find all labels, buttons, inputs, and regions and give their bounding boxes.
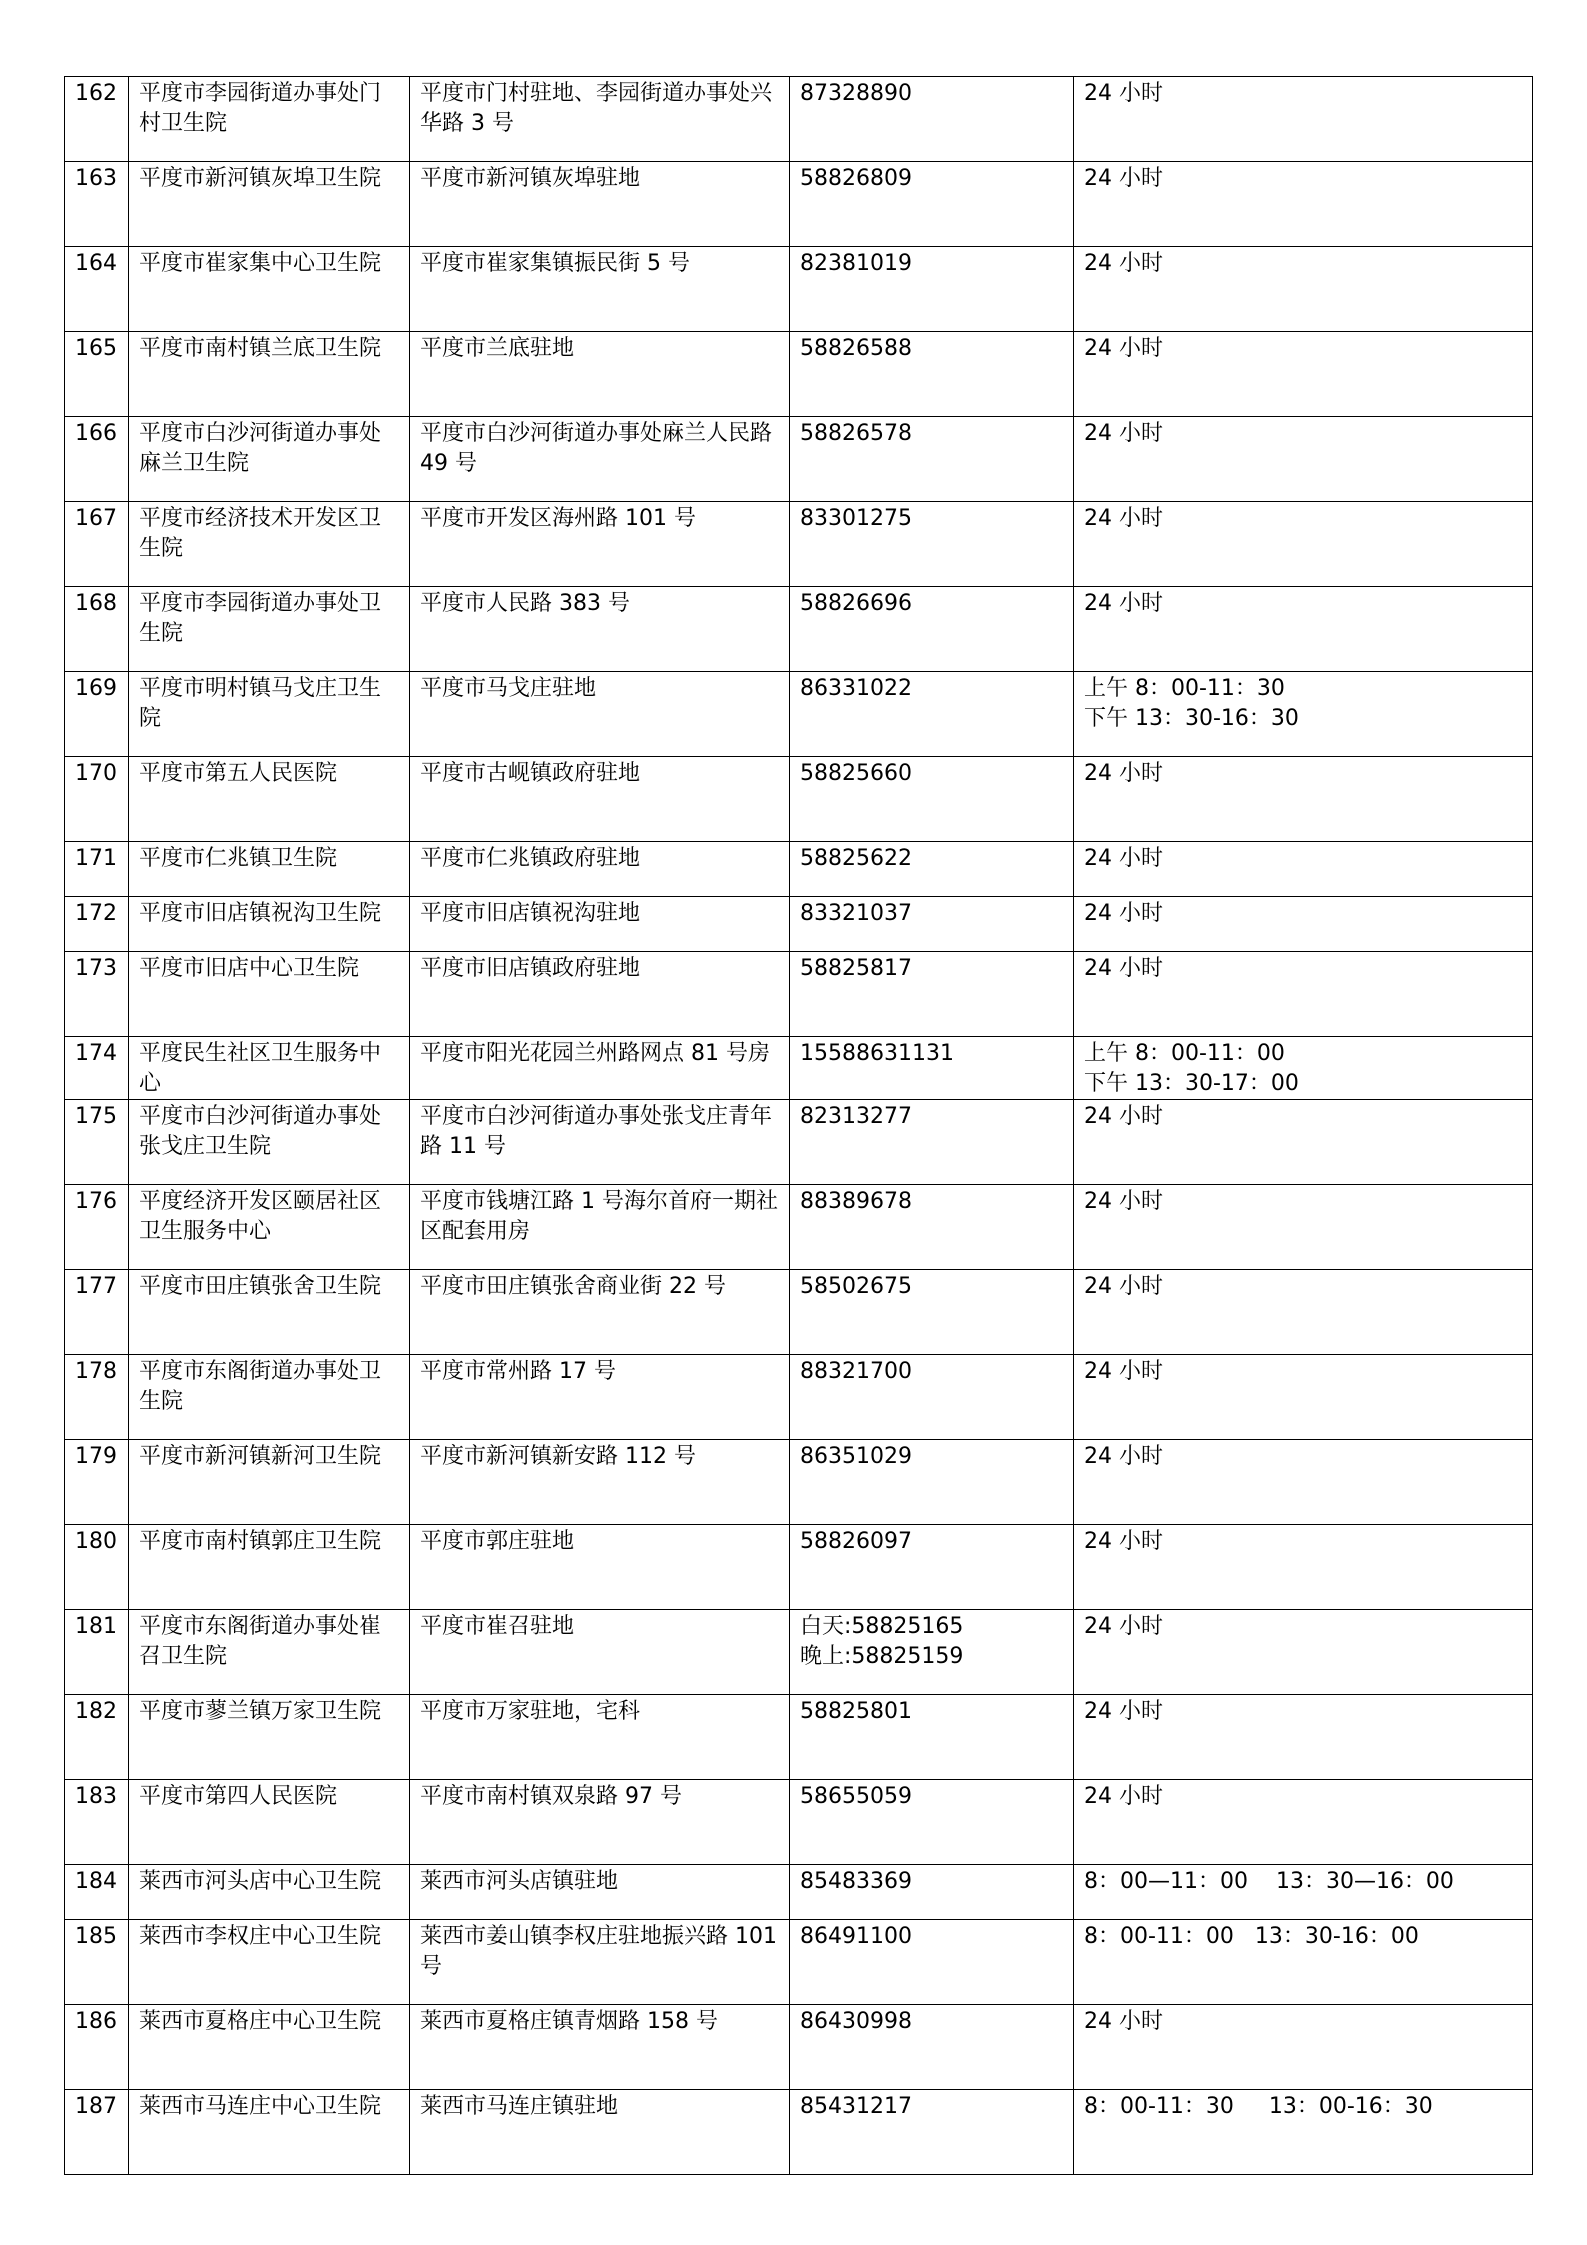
facility-name: 平度市白沙河街道办事处麻兰卫生院: [129, 417, 410, 502]
facility-address: 平度市新河镇灰埠驻地: [410, 162, 790, 247]
facility-phone: 86430998: [790, 2005, 1074, 2090]
service-hours: 8：00-11：00 13：30-16：00: [1074, 1920, 1533, 2005]
row-number: 187: [65, 2090, 129, 2175]
facility-name: 平度市东阁街道办事处卫生院: [129, 1355, 410, 1440]
facility-address: 平度市兰底驻地: [410, 332, 790, 417]
table-row: [65, 897, 1533, 952]
facility-name: 平度市第四人民医院: [129, 1780, 410, 1865]
facility-name: 平度市白沙河街道办事处张戈庄卫生院: [129, 1100, 410, 1185]
facility-phone: 82381019: [790, 247, 1074, 332]
facility-phone: 85483369: [790, 1865, 1074, 1920]
service-hours: 24 小时: [1074, 1100, 1533, 1185]
facility-name: 平度市南村镇兰底卫生院: [129, 332, 410, 417]
row-number: 171: [65, 842, 129, 897]
facility-phone: 白天:58825165 晚上:58825159: [790, 1610, 1074, 1695]
facility-name: 平度市第五人民医院: [129, 757, 410, 842]
facility-name: 平度市崔家集中心卫生院: [129, 247, 410, 332]
facility-phone: 88389678: [790, 1185, 1074, 1270]
table-row: [65, 1695, 1533, 1780]
service-hours: 24 小时: [1074, 757, 1533, 842]
service-hours: 24 小时: [1074, 1780, 1533, 1865]
table-row: [65, 1865, 1533, 1920]
facility-address: 平度市崔家集镇振民街 5 号: [410, 247, 790, 332]
service-hours: 24 小时: [1074, 502, 1533, 587]
facility-name: 平度市东阁街道办事处崔召卫生院: [129, 1610, 410, 1695]
facility-address: 平度市开发区海州路 101 号: [410, 502, 790, 587]
facility-address: 莱西市河头店镇驻地: [410, 1865, 790, 1920]
row-number: 176: [65, 1185, 129, 1270]
service-hours: 24 小时: [1074, 1355, 1533, 1440]
facility-name: 平度市旧店中心卫生院: [129, 952, 410, 1037]
row-number: 180: [65, 1525, 129, 1610]
row-number: 184: [65, 1865, 129, 1920]
facility-address: 平度市田庄镇张舍商业街 22 号: [410, 1270, 790, 1355]
service-hours: 24 小时: [1074, 417, 1533, 502]
table-row: [65, 1610, 1533, 1695]
facility-address: 平度市马戈庄驻地: [410, 672, 790, 757]
service-hours: 24 小时: [1074, 2005, 1533, 2090]
facility-address: 平度市旧店镇祝沟驻地: [410, 897, 790, 952]
row-number: 170: [65, 757, 129, 842]
facility-phone: 58826809: [790, 162, 1074, 247]
service-hours: 24 小时: [1074, 1610, 1533, 1695]
service-hours: 24 小时: [1074, 1440, 1533, 1525]
facility-name: 平度经济开发区颐居社区卫生服务中心: [129, 1185, 410, 1270]
row-number: 173: [65, 952, 129, 1037]
facility-phone: 58655059: [790, 1780, 1074, 1865]
facility-name: 平度市李园街道办事处卫生院: [129, 587, 410, 672]
service-hours: 24 小时: [1074, 897, 1533, 952]
table-row: [65, 1525, 1533, 1610]
facility-address: 平度市白沙河街道办事处张戈庄青年路 11 号: [410, 1100, 790, 1185]
service-hours: 24 小时: [1074, 162, 1533, 247]
table-row: [65, 162, 1533, 247]
row-number: 181: [65, 1610, 129, 1695]
facility-phone: 83301275: [790, 502, 1074, 587]
row-number: 169: [65, 672, 129, 757]
table-row: [65, 1037, 1533, 1100]
table-row: [65, 1185, 1533, 1270]
table-row: [65, 757, 1533, 842]
row-number: 168: [65, 587, 129, 672]
facility-name: 莱西市李权庄中心卫生院: [129, 1920, 410, 2005]
service-hours: 上午 8：00-11：30 下午 13：30-16：30: [1074, 672, 1533, 757]
table-row: [65, 2090, 1533, 2175]
facility-address: 平度市郭庄驻地: [410, 1525, 790, 1610]
facility-address: 莱西市夏格庄镇青烟路 158 号: [410, 2005, 790, 2090]
table-row: [65, 2005, 1533, 2090]
table-row: [65, 1780, 1533, 1865]
service-hours: 8：00—11：00 13：30—16：00: [1074, 1865, 1533, 1920]
facility-name: 平度民生社区卫生服务中心: [129, 1037, 410, 1100]
service-hours: 24 小时: [1074, 247, 1533, 332]
facility-name: 平度市明村镇马戈庄卫生院: [129, 672, 410, 757]
facility-address: 平度市钱塘江路 1 号海尔首府一期社区配套用房: [410, 1185, 790, 1270]
row-number: 178: [65, 1355, 129, 1440]
facility-name: 平度市旧店镇祝沟卫生院: [129, 897, 410, 952]
service-hours: 8：00-11：30 13：00-16：30: [1074, 2090, 1533, 2175]
table-row: [65, 417, 1533, 502]
facility-name: 平度市南村镇郭庄卫生院: [129, 1525, 410, 1610]
service-hours: 24 小时: [1074, 587, 1533, 672]
table-row: [65, 952, 1533, 1037]
facility-phone: 86331022: [790, 672, 1074, 757]
row-number: 162: [65, 77, 129, 162]
facility-address: 平度市仁兆镇政府驻地: [410, 842, 790, 897]
facility-phone: 15588631131: [790, 1037, 1074, 1100]
service-hours: 24 小时: [1074, 1525, 1533, 1610]
facility-phone: 58826578: [790, 417, 1074, 502]
service-hours: 24 小时: [1074, 77, 1533, 162]
facility-name: 平度市蓼兰镇万家卫生院: [129, 1695, 410, 1780]
facility-phone: 86351029: [790, 1440, 1074, 1525]
row-number: 179: [65, 1440, 129, 1525]
table-row: [65, 842, 1533, 897]
facility-phone: 85431217: [790, 2090, 1074, 2175]
facility-name: 平度市田庄镇张舍卫生院: [129, 1270, 410, 1355]
facility-name: 平度市新河镇灰埠卫生院: [129, 162, 410, 247]
facility-phone: 82313277: [790, 1100, 1074, 1185]
row-number: 165: [65, 332, 129, 417]
service-hours: 24 小时: [1074, 1185, 1533, 1270]
table-row: [65, 1270, 1533, 1355]
row-number: 166: [65, 417, 129, 502]
table-row: [65, 502, 1533, 587]
row-number: 183: [65, 1780, 129, 1865]
facility-address: 平度市白沙河街道办事处麻兰人民路 49 号: [410, 417, 790, 502]
facility-name: 莱西市马连庄中心卫生院: [129, 2090, 410, 2175]
row-number: 177: [65, 1270, 129, 1355]
facility-phone: 83321037: [790, 897, 1074, 952]
row-number: 186: [65, 2005, 129, 2090]
facility-address: 平度市南村镇双泉路 97 号: [410, 1780, 790, 1865]
service-hours: 24 小时: [1074, 1270, 1533, 1355]
row-number: 185: [65, 1920, 129, 2005]
table-row: [65, 1100, 1533, 1185]
row-number: 182: [65, 1695, 129, 1780]
health-center-table: [64, 76, 1533, 2175]
table-body: [65, 77, 1533, 2175]
facility-phone: 58826588: [790, 332, 1074, 417]
facility-address: 平度市古岘镇政府驻地: [410, 757, 790, 842]
facility-address: 平度市人民路 383 号: [410, 587, 790, 672]
facility-phone: 58826097: [790, 1525, 1074, 1610]
table-row: [65, 77, 1533, 162]
facility-phone: 88321700: [790, 1355, 1074, 1440]
facility-address: 平度市常州路 17 号: [410, 1355, 790, 1440]
facility-address: 平度市阳光花园兰州路网点 81 号房: [410, 1037, 790, 1100]
facility-name: 平度市新河镇新河卫生院: [129, 1440, 410, 1525]
facility-address: 平度市旧店镇政府驻地: [410, 952, 790, 1037]
service-hours: 24 小时: [1074, 842, 1533, 897]
facility-address: 平度市万家驻地，宅科: [410, 1695, 790, 1780]
facility-name: 平度市李园街道办事处门村卫生院: [129, 77, 410, 162]
facility-name: 平度市经济技术开发区卫生院: [129, 502, 410, 587]
facility-phone: 58502675: [790, 1270, 1074, 1355]
table-row: [65, 332, 1533, 417]
table-row: [65, 247, 1533, 332]
facility-phone: 58825660: [790, 757, 1074, 842]
service-hours: 24 小时: [1074, 332, 1533, 417]
table-row: [65, 672, 1533, 757]
facility-address: 莱西市姜山镇李权庄驻地振兴路 101 号: [410, 1920, 790, 2005]
row-number: 163: [65, 162, 129, 247]
facility-phone: 58825622: [790, 842, 1074, 897]
row-number: 172: [65, 897, 129, 952]
row-number: 164: [65, 247, 129, 332]
row-number: 167: [65, 502, 129, 587]
facility-address: 莱西市马连庄镇驻地: [410, 2090, 790, 2175]
facility-name: 莱西市河头店中心卫生院: [129, 1865, 410, 1920]
service-hours: 24 小时: [1074, 952, 1533, 1037]
facility-address: 平度市新河镇新安路 112 号: [410, 1440, 790, 1525]
table-row: [65, 1440, 1533, 1525]
table-row: [65, 1355, 1533, 1440]
row-number: 175: [65, 1100, 129, 1185]
service-hours: 24 小时: [1074, 1695, 1533, 1780]
facility-name: 平度市仁兆镇卫生院: [129, 842, 410, 897]
row-number: 174: [65, 1037, 129, 1100]
facility-phone: 86491100: [790, 1920, 1074, 2005]
facility-name: 莱西市夏格庄中心卫生院: [129, 2005, 410, 2090]
table-row: [65, 1920, 1533, 2005]
service-hours: 上午 8：00-11：00 下午 13：30-17：00: [1074, 1037, 1533, 1100]
facility-phone: 87328890: [790, 77, 1074, 162]
facility-phone: 58826696: [790, 587, 1074, 672]
facility-phone: 58825801: [790, 1695, 1074, 1780]
facility-phone: 58825817: [790, 952, 1074, 1037]
facility-address: 平度市门村驻地、李园街道办事处兴华路 3 号: [410, 77, 790, 162]
facility-address: 平度市崔召驻地: [410, 1610, 790, 1695]
table-row: [65, 587, 1533, 672]
